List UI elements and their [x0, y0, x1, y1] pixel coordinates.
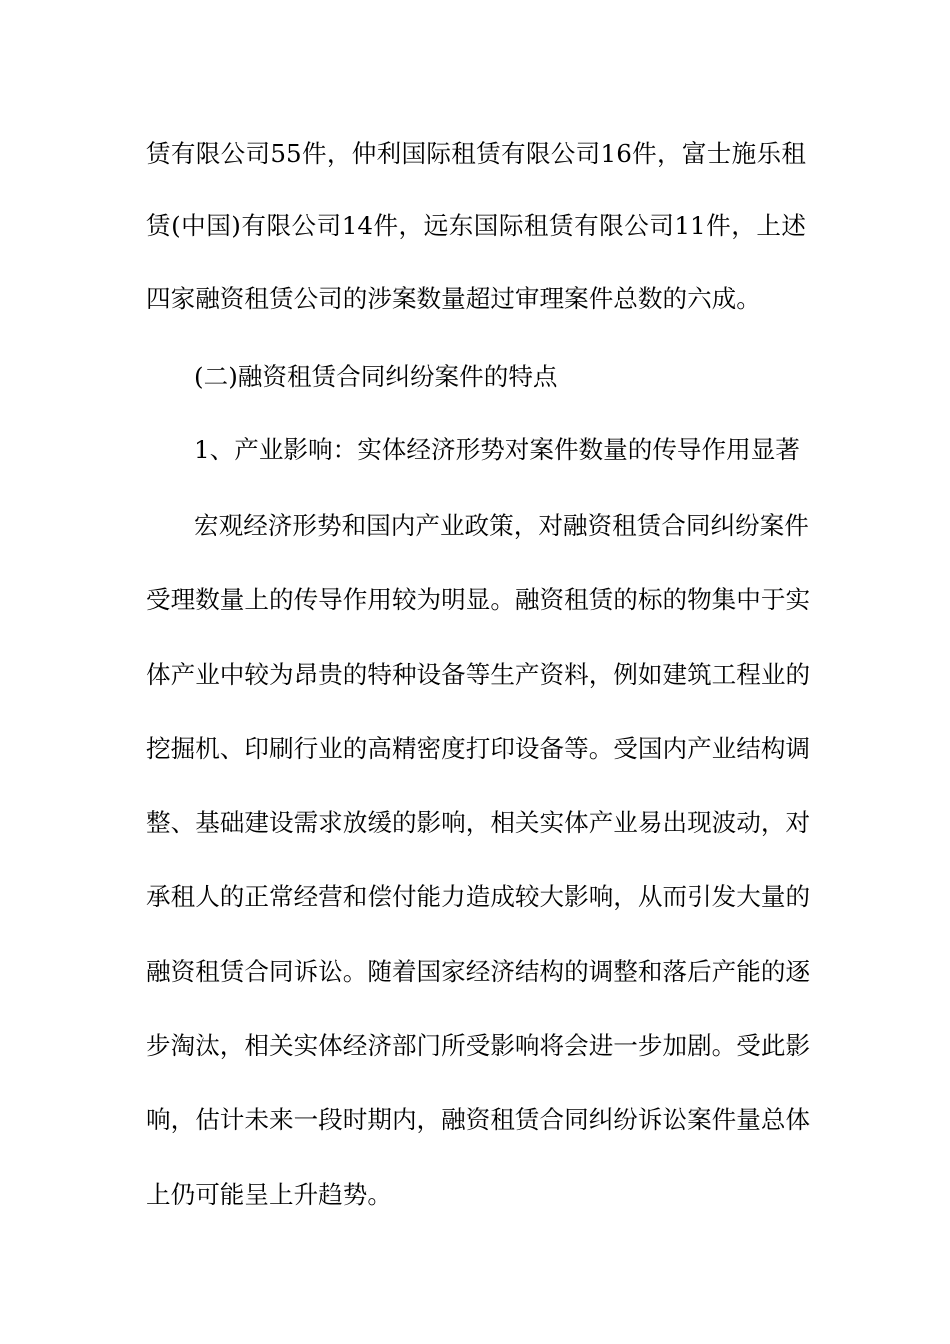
paragraph-line: 步淘汰，相关实体经济部门所受影响将会进一步加剧。受此影: [146, 1031, 811, 1060]
section-heading: (二)融资租赁合同纠纷案件的特点: [194, 362, 558, 391]
paragraph-line: 宏观经济形势和国内产业政策，对融资租赁合同纠纷案件: [194, 511, 809, 540]
paragraph-line: 响，估计未来一段时期内，融资租赁合同纠纷诉讼案件量总体: [146, 1105, 811, 1134]
paragraph-line: 融资租赁合同诉讼。随着国家经济结构的调整和落后产能的逐: [146, 957, 811, 986]
paragraph-line: 赁(中国)有限公司14件，远东国际租赁有限公司11件，上述: [146, 211, 806, 240]
paragraph-line: 赁有限公司55件，仲利国际租赁有限公司16件，富士施乐租: [146, 139, 806, 168]
paragraph-line: 体产业中较为昂贵的特种设备等生产资料，例如建筑工程业的: [146, 660, 811, 689]
paragraph-line: 受理数量上的传导作用较为明显。融资租赁的标的物集中于实: [146, 585, 811, 614]
paragraph-line: 承租人的正常经营和偿付能力造成较大影响，从而引发大量的: [146, 882, 811, 911]
paragraph-line: 挖掘机、印刷行业的高精密度打印设备等。受国内产业结构调: [146, 734, 811, 763]
paragraph-line: 四家融资租赁公司的涉案数量超过审理案件总数的六成。: [146, 284, 761, 313]
paragraph-line: 上仍可能呈上升趋势。: [146, 1180, 392, 1209]
subsection-heading: 1、产业影响：实体经济形势对案件数量的传导作用显著: [194, 435, 800, 464]
paragraph-line: 整、基础建设需求放缓的影响，相关实体产业易出现波动，对: [146, 808, 811, 837]
